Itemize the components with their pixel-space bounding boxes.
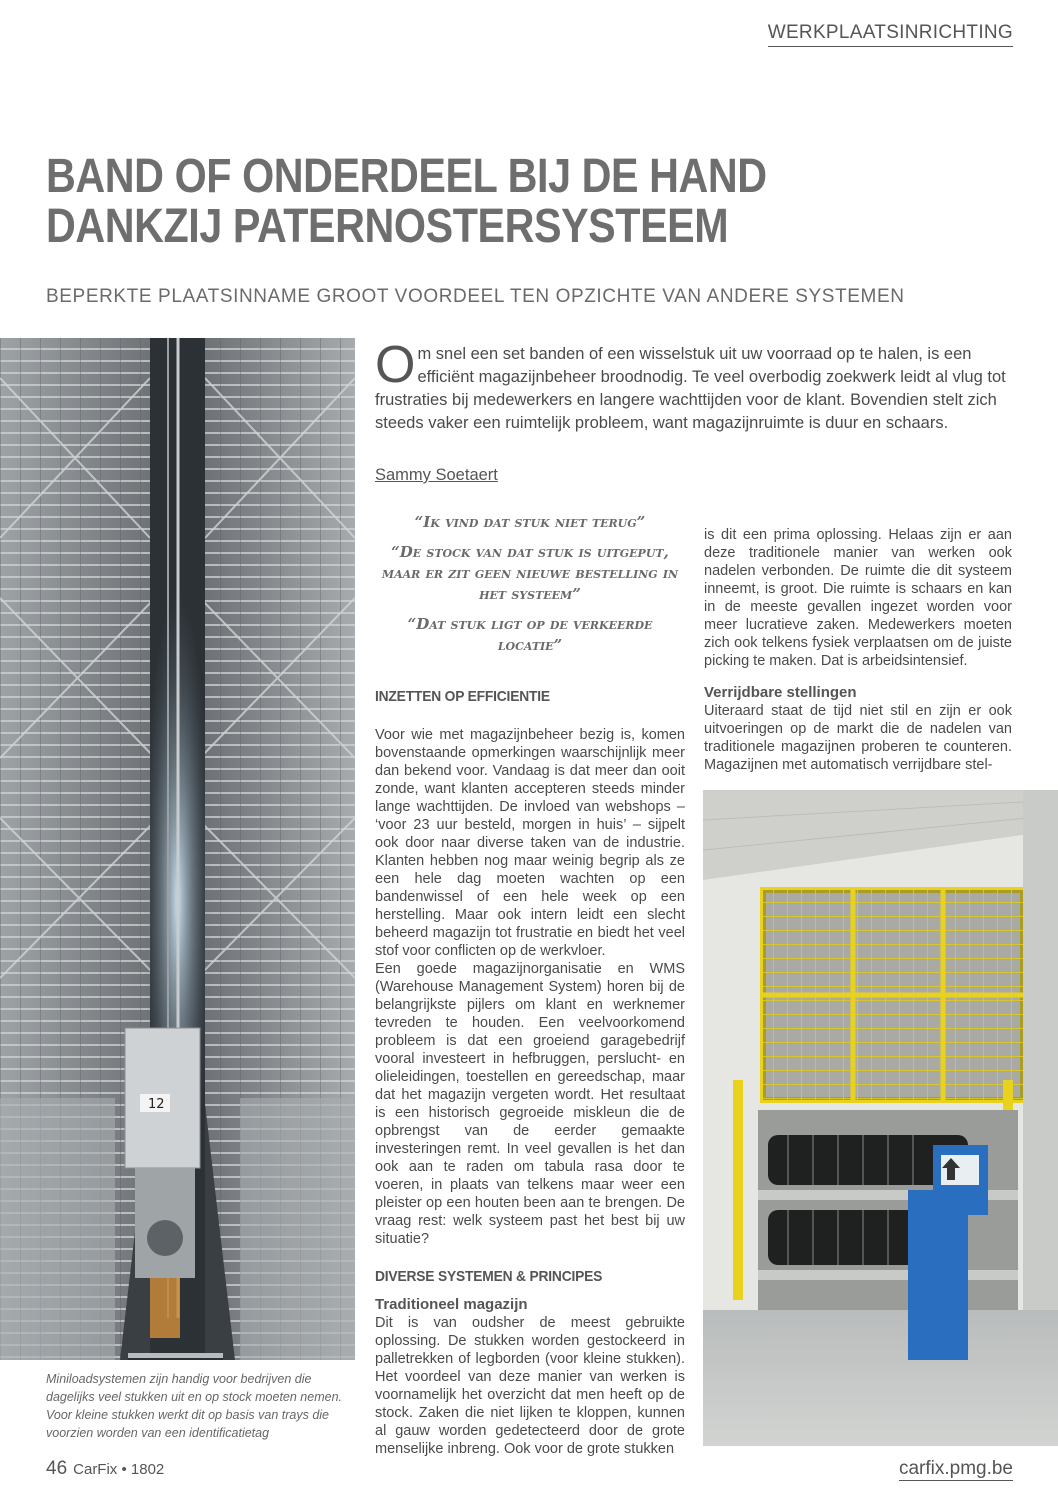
drop-cap: O <box>375 336 416 394</box>
footer-left <box>46 1458 164 1480</box>
pull-quote: “De stock van dat stuk is uitgeput, maar er zit geen nieuwe bestelling in het systeem” <box>381 543 679 603</box>
body-paragraph: Dit is van oudsher de meest gebruikte oplossing. De stukken worden gestockeerd in palletrekken of legborden (voor kleine stukken). Het voordeel van deze manier van werken is voornamelijk het overzicht dat men heeft op de stock. Zaken die niet lijken te kloppen, kunnen al gauw worden gedetecteerd door de grote menselijke inbreng. Ook voor de grote stukken <box>375 1315 685 1457</box>
paternoster-photo <box>703 790 1058 1446</box>
warehouse-aisle-photo <box>0 338 355 1360</box>
sub-heading: Verrijdbare stellingen <box>704 684 857 701</box>
body-paragraph: Een goede magazijnorganisatie en WMS (Warehouse Management System) horen bij de belangrijkste pijlers om klant en werknemer tevreden te houden. Een veelvoorkomend probleem is dat een groeiend garagebedrijf vooral investeert in hefbruggen, perslucht- en olieleidingen, toestellen en gereedschap, maar dat het magazijn vergeten wordt. Het resultaat is een historisch gegroeide miskleun die de opbrengst van de eerder gemaakte investeringen remt. In veel gevallen is het dan ook aan te raden om tabula rasa door te voeren, in plaats van telkens maar weer een pleister op een houten been aan te brengen. De vraag rest: welk systeem past het best bij uw situatie? <box>375 961 685 1247</box>
author-byline[interactable]: Sammy Soetaert <box>375 466 498 484</box>
article-title-line2: DANKZIJ PATERNOSTERSYSTEEM <box>46 200 729 253</box>
lead-text: m snel een set banden of een wisselstuk uit uw voorraad op te halen, is een efficiënt magazijnbeheer broodnodig. Te veel overbodig zoekwerk leidt al vlug tot frustraties bij medewerkers en langere wachttijden voor de klant. Bovendien stelt zich steeds vaker een ruimtelijk probleem, want magazijnruimte is duur en schaars. <box>375 345 1006 432</box>
website-link[interactable]: carfix.pmg.be <box>898 1458 1013 1479</box>
magazine-issue: CarFix • 1802 <box>73 1461 165 1478</box>
pull-quotes <box>375 512 685 665</box>
body-paragraph: Voor wie met magazijnbeheer bezig is, komen bovenstaande opmerkingen waarschijnlijk meer dan bekend voor. Vandaag is dat meer dan ooit zonde, want klanten accepteren steeds minder lange wachttijden. De invloed van webshops – ‘voor 23 uur besteld, morgen in huis’ – sijpelt ook door naar diverse taken van de industrie. Klanten hebben nog maar weinig begrip als ze een hele dag moeten wachten op een bandenwissel of een hele week op een herstelling. Maar ook intern leidt een slecht beheerd magazijn tot frustratie en biedt het veel stof voor conflicten op de werkvloer. <box>375 727 685 959</box>
section-label: WERKPLAATSINRICHTING <box>768 22 1013 47</box>
article-title-line1: BAND OF ONDERDEEL BIJ DE HAND <box>46 150 767 203</box>
section-heading: DIVERSE SYSTEMEN & PRINCIPES <box>375 1268 603 1285</box>
photo-caption: Miniloadsystemen zijn handig voor bedrijven die dagelijks veel stukken uit en op stock moeten nemen. Voor kleine stukken werkt dit op basis van trays die voorzien worden van een identificatietag <box>46 1372 343 1440</box>
sub-heading: Traditioneel magazijn <box>375 1296 528 1313</box>
section-heading: INZETTEN OP EFFICIENTIE <box>375 688 550 705</box>
body-paragraph: is dit een prima oplossing. Helaas zijn er aan deze traditionele manier van werken ook nadelen verbonden. De ruimte die dit systeem inneemt, is groot. Die ruimte is schaars en kan in de meeste gevallen ingezet worden voor meer lucratieve zaken. Medewerkers moeten zich ook telkens fysiek verplaatsen om de juiste picking te maken. Dat is arbeidsintensief. <box>704 527 1012 669</box>
body-paragraph: Uiteraard staat de tijd niet stil en zijn er ook uitvoeringen op de markt die de nadelen van traditionele magazijnen proberen te counteren. Magazijnen met automatisch verrijdbare stel- <box>704 703 1012 773</box>
article-title <box>46 152 889 252</box>
warehouse-aisle-illustration <box>0 338 355 1360</box>
pull-quote: “Ik vind dat stuk niet terug” <box>414 513 646 531</box>
shuttle-number: 12 <box>148 1097 165 1112</box>
lead-paragraph <box>375 336 1015 435</box>
paternoster-illustration <box>703 790 1058 1446</box>
article-subtitle: BEPERKTE PLAATSINNAME GROOT VOORDEEL TEN OPZICHTE VAN ANDERE SYSTEMEN <box>46 286 905 307</box>
body-column-right <box>704 526 1012 774</box>
pull-quote: “Dat stuk ligt op de verkeerde locatie” <box>407 615 653 654</box>
body-column-middle <box>375 688 685 1458</box>
page-number: 46 <box>46 1458 68 1479</box>
